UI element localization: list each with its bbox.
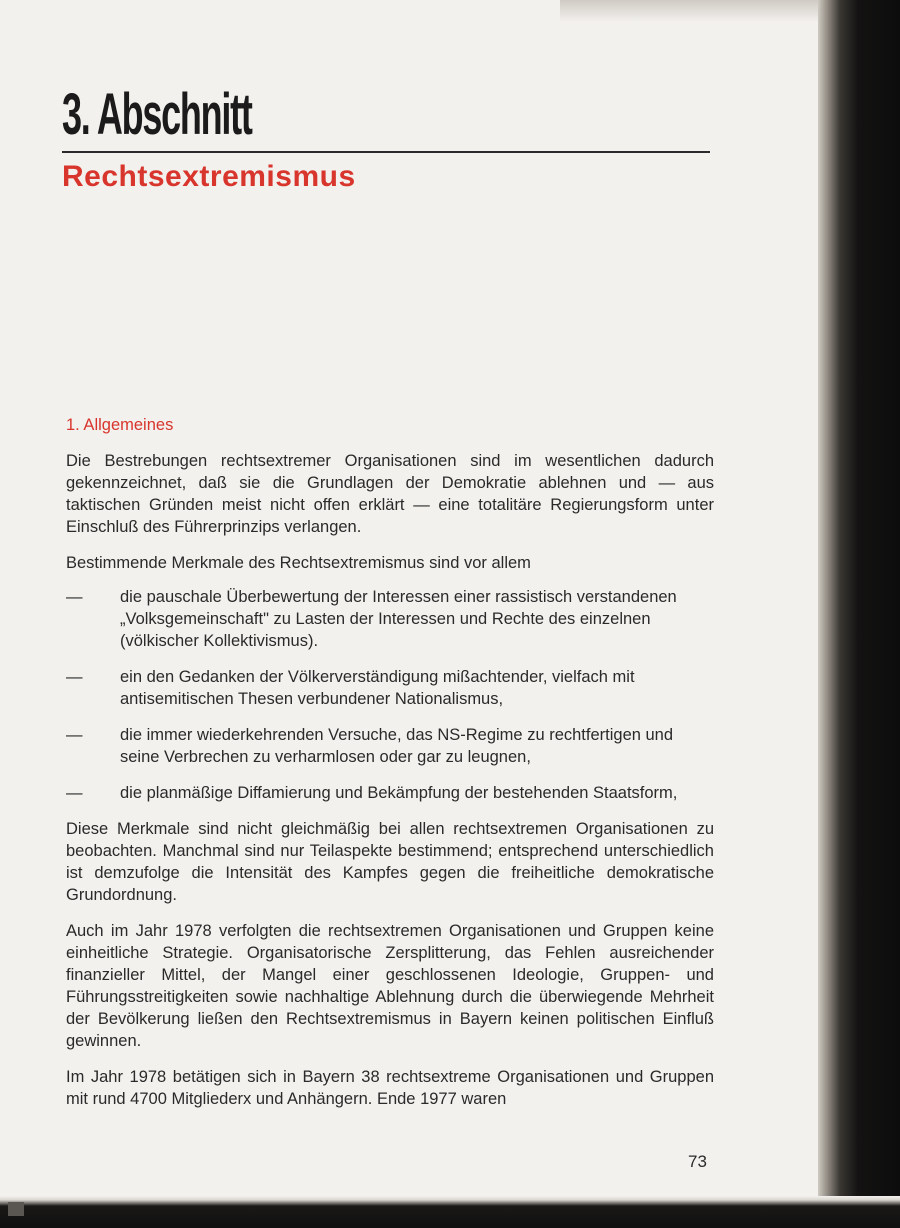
- paragraph: Auch im Jahr 1978 verfolgten die rechtsextremen Organisationen und Gruppen keine einheitliche Strategie. Organisatorische Zersplitterung, das Fehlen ausreichender finanzieller Mittel, der Mangel einer geschlossenen Ideologie, Gruppen- und Führungsstreitigkeiten sowie nachhaltige Ablehnung durch die überwiegende Mehrheit der Bevölkerung ließen den Rechtsextremismus in Bayern keinen politischen Einfluß gewinnen.: [66, 922, 714, 1050]
- edge-mark: [8, 1202, 24, 1216]
- book-spine: [818, 0, 900, 1228]
- page-number: 73: [688, 1152, 707, 1171]
- list-item-text: die immer wiederkehrenden Versuche, das NS-Regime zu rechtfertigen und seine Verbrechen zu verharmlosen oder gar zu leugnen,: [120, 726, 674, 766]
- list-item-text: die pauschale Überbewertung der Interessen einer rassistisch verstandenen „Volksgemeinschaft" zu Lasten der Interessen und Rechte des einzelnen (völkischer Kollektivismus).: [120, 588, 677, 650]
- list-item: [66, 782, 714, 804]
- characteristics-list: [66, 586, 714, 804]
- paragraph: Im Jahr 1978 betätigen sich in Bayern 38 rechtsextreme Organisationen und Gruppen mit rund 4700 Mitgliederx und Anhängern. Ende 1977 waren: [66, 1068, 714, 1108]
- title-rule: [62, 151, 710, 153]
- dash-marker: —: [66, 784, 83, 802]
- section-title: Rechtsextremismus: [62, 160, 356, 193]
- subheading: 1. Allgemeines: [66, 416, 174, 434]
- list-item: [66, 666, 714, 710]
- page-shadow: [560, 0, 820, 22]
- section-number: 3. Abschnitt: [62, 82, 252, 147]
- dash-marker: —: [66, 588, 83, 606]
- dash-marker: —: [66, 726, 83, 744]
- list-item: [66, 586, 714, 652]
- paragraph: Diese Merkmale sind nicht gleichmäßig bei allen rechtsextremen Organisationen zu beobachten. Manchmal sind nur Teilaspekte bestimmend; entsprechend unterschiedlich ist demzufolge die Intensität des Kampfes gegen die freiheitliche demokratische Grundordnung.: [66, 820, 714, 904]
- body-content: [66, 414, 714, 1124]
- list-item: [66, 724, 714, 768]
- paragraph: Die Bestrebungen rechtsextremer Organisationen sind im wesentlichen dadurch gekennzeichnet, daß sie die Grundlagen der Demokratie ablehnen und — aus taktischen Gründen meist nicht offen erklärt — eine totalitäre Regierungsform unter Einschluß des Führerprinzips verlangen.: [66, 452, 714, 536]
- list-item-text: ein den Gedanken der Völkerverständigung mißachtender, vielfach mit antisemitischen Thesen verbundener Nationalismus,: [120, 668, 635, 708]
- list-item-text: die planmäßige Diffamierung und Bekämpfung der bestehenden Staatsform,: [120, 784, 678, 802]
- dash-marker: —: [66, 668, 83, 686]
- page-bottom-edge: [0, 1196, 900, 1228]
- list-intro: Bestimmende Merkmale des Rechtsextremismus sind vor allem: [66, 554, 531, 572]
